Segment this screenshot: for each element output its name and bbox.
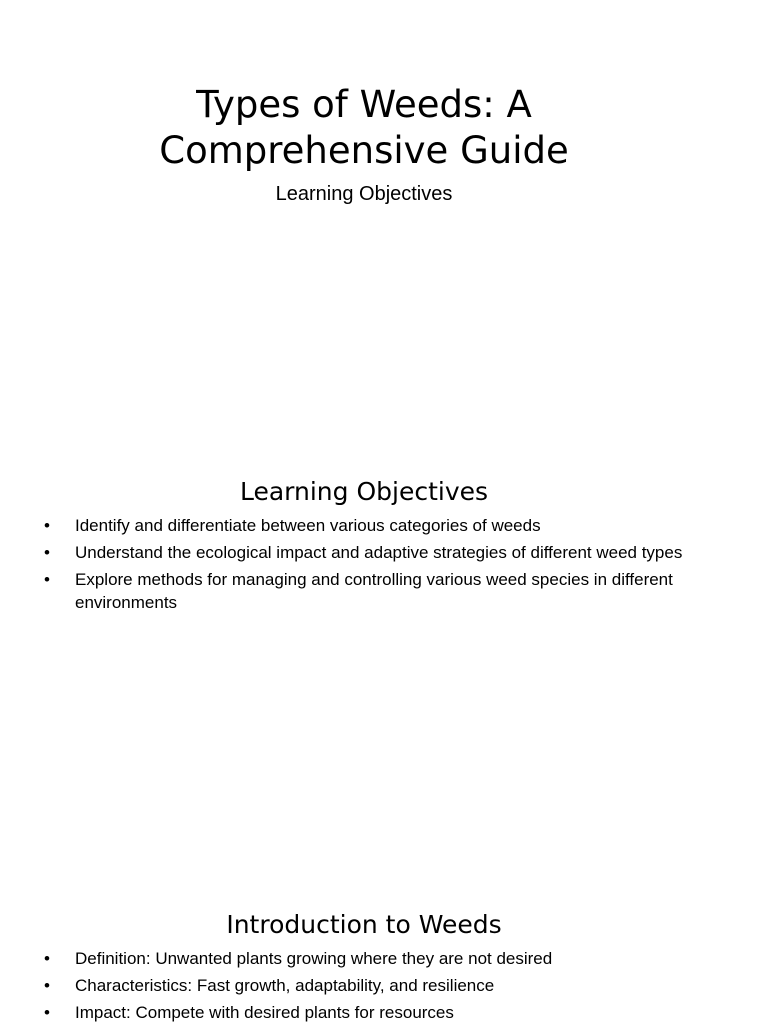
learning-objectives-list bbox=[44, 514, 684, 618]
slide-subtitle: Learning Objectives bbox=[275, 183, 453, 205]
list-item: • Characteristics: Fast growth, adaptability, and resilience bbox=[44, 974, 684, 997]
section-heading-introduction: Introduction to Weeds bbox=[226, 910, 502, 939]
list-item: • Identify and differentiate between various categories of weeds bbox=[44, 514, 684, 537]
list-item: • Definition: Unwanted plants growing where they are not desired bbox=[44, 947, 684, 970]
list-item: • Understand the ecological impact and adaptive strategies of different weed types bbox=[44, 541, 684, 564]
list-item: • Explore methods for managing and controlling various weed species in different environments bbox=[44, 568, 684, 614]
introduction-list bbox=[44, 947, 684, 1028]
slide-title: Types of Weeds: A Comprehensive Guide bbox=[159, 83, 569, 172]
list-item: • Impact: Compete with desired plants for resources bbox=[44, 1001, 684, 1024]
section-heading-learning-objectives: Learning Objectives bbox=[239, 477, 489, 506]
